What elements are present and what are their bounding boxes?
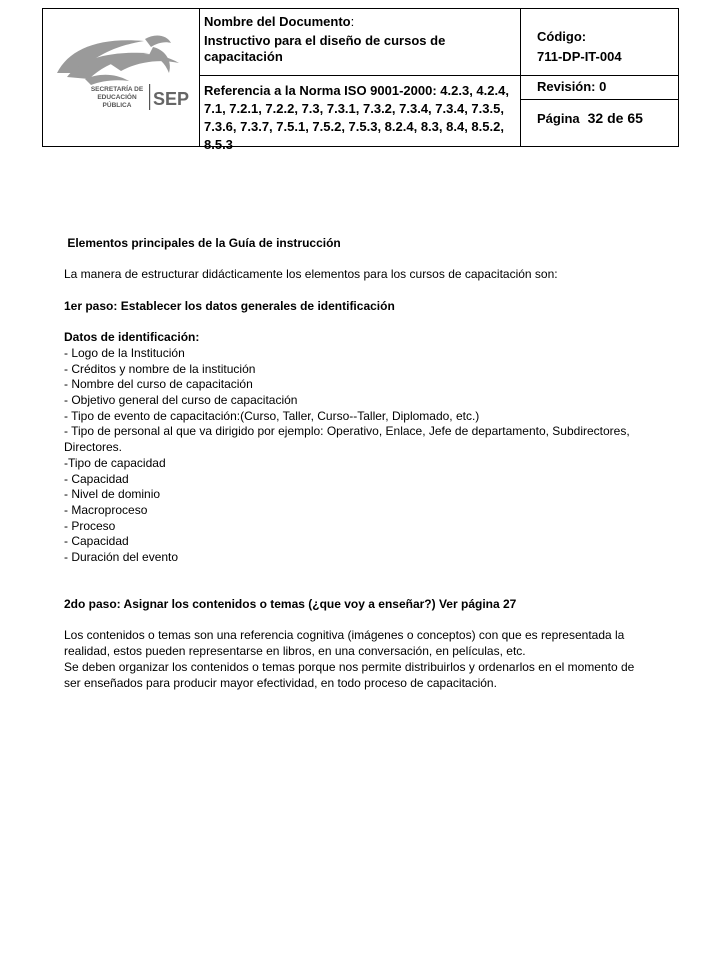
data-title: Datos de identificación: — [64, 330, 200, 345]
intro-text: La manera de estructurar didácticamente los elementos para los cursos de capacitación son: — [64, 267, 558, 282]
document-name-colon: : — [350, 14, 355, 29]
reference-block — [200, 76, 520, 154]
sep-eagle-logo-icon — [49, 29, 195, 119]
list-item: - Capacidad — [64, 534, 129, 549]
revision: Revisión: 0 — [537, 79, 607, 94]
code-label: Código: — [537, 29, 587, 44]
list-item: - Tipo de personal al que va dirigido por ejemplo: Operativo, Enlace, Jefe de departamento, Subdirectores, Directores. — [64, 424, 630, 455]
list-item: - Duración del evento — [64, 550, 179, 565]
document-control-cell — [521, 9, 678, 146]
document-info-cell — [200, 9, 521, 152]
iso-reference: Referencia a la Norma ISO 9001-2000: 4.2.3, 4.2.4, 7.1, 7.2.1, 7.2.2, 7.3, 7.3.1, 7.3.2, 7.3.4, 7.3.4, 7.3.5, 7.3.6, 7.3.7, 7.5.1, 7.5.2, 7.5.3, 8.2.4, 8.3, 8.4, 8.5.2, 8.5.3 — [204, 83, 509, 152]
logo-line-1: SECRETARÍA DE — [90, 86, 144, 93]
list-item: - Macroproceso — [64, 502, 148, 517]
paragraph-organize: Se deben organizar los contenidos o temas porque nos permite distribuirlos y ordenarlos en el momento de ser enseñados para producir mayor efectividad, en todo proceso de capacitación. — [64, 659, 635, 690]
logo-cell — [43, 9, 200, 146]
document-name-label-line — [204, 14, 516, 29]
list-item: - Tipo de evento de capacitación:(Curso, Taller, Curso--Taller, Diplomado, etc.) — [64, 408, 480, 423]
section-title: Elementos principales de la Guía de instrucción — [64, 236, 341, 250]
page-number: 32 de 65 — [587, 110, 643, 126]
list-item: -Tipo de capacidad — [64, 455, 166, 470]
step1-title: 1er paso: Establecer los datos generales de identificación — [64, 298, 395, 313]
list-item: - Créditos y nombre de la institución — [64, 361, 256, 376]
page-label: Página — [537, 111, 580, 126]
page-indicator — [537, 110, 643, 126]
logo-line-3: PÚBLICA — [102, 102, 132, 109]
document-name-block — [200, 9, 520, 76]
list-item: - Logo de la Institución — [64, 345, 185, 360]
document-title: Instructivo para el diseño de cursos de capacitación — [204, 33, 446, 64]
logo-acronym: SEP — [153, 89, 190, 109]
revision-divider — [521, 99, 678, 100]
list-item: - Proceso — [64, 518, 116, 533]
list-item: - Nivel de dominio — [64, 487, 161, 502]
document-body — [64, 236, 644, 691]
list-item: - Nombre del curso de capacitación — [64, 377, 253, 392]
list-item: - Capacidad — [64, 471, 129, 486]
code-block — [521, 9, 678, 76]
logo-line-2: EDUCACIÓN — [97, 94, 137, 101]
document-header — [42, 8, 679, 152]
paragraph-contents: Los contenidos o temas son una referencia cognitiva (imágenes o conceptos) con que es representada la realidad, estos pueden representarse en libros, en una conversación, en películas, etc. — [64, 628, 625, 659]
document-name-label: Nombre del Documento — [204, 14, 351, 29]
code-value: 711-DP-IT-004 — [537, 49, 622, 64]
list-item: - Objetivo general del curso de capacitación — [64, 392, 298, 407]
step2-title: 2do paso: Asignar los contenidos o temas (¿que voy a enseñar?) Ver página 27 — [64, 597, 517, 612]
